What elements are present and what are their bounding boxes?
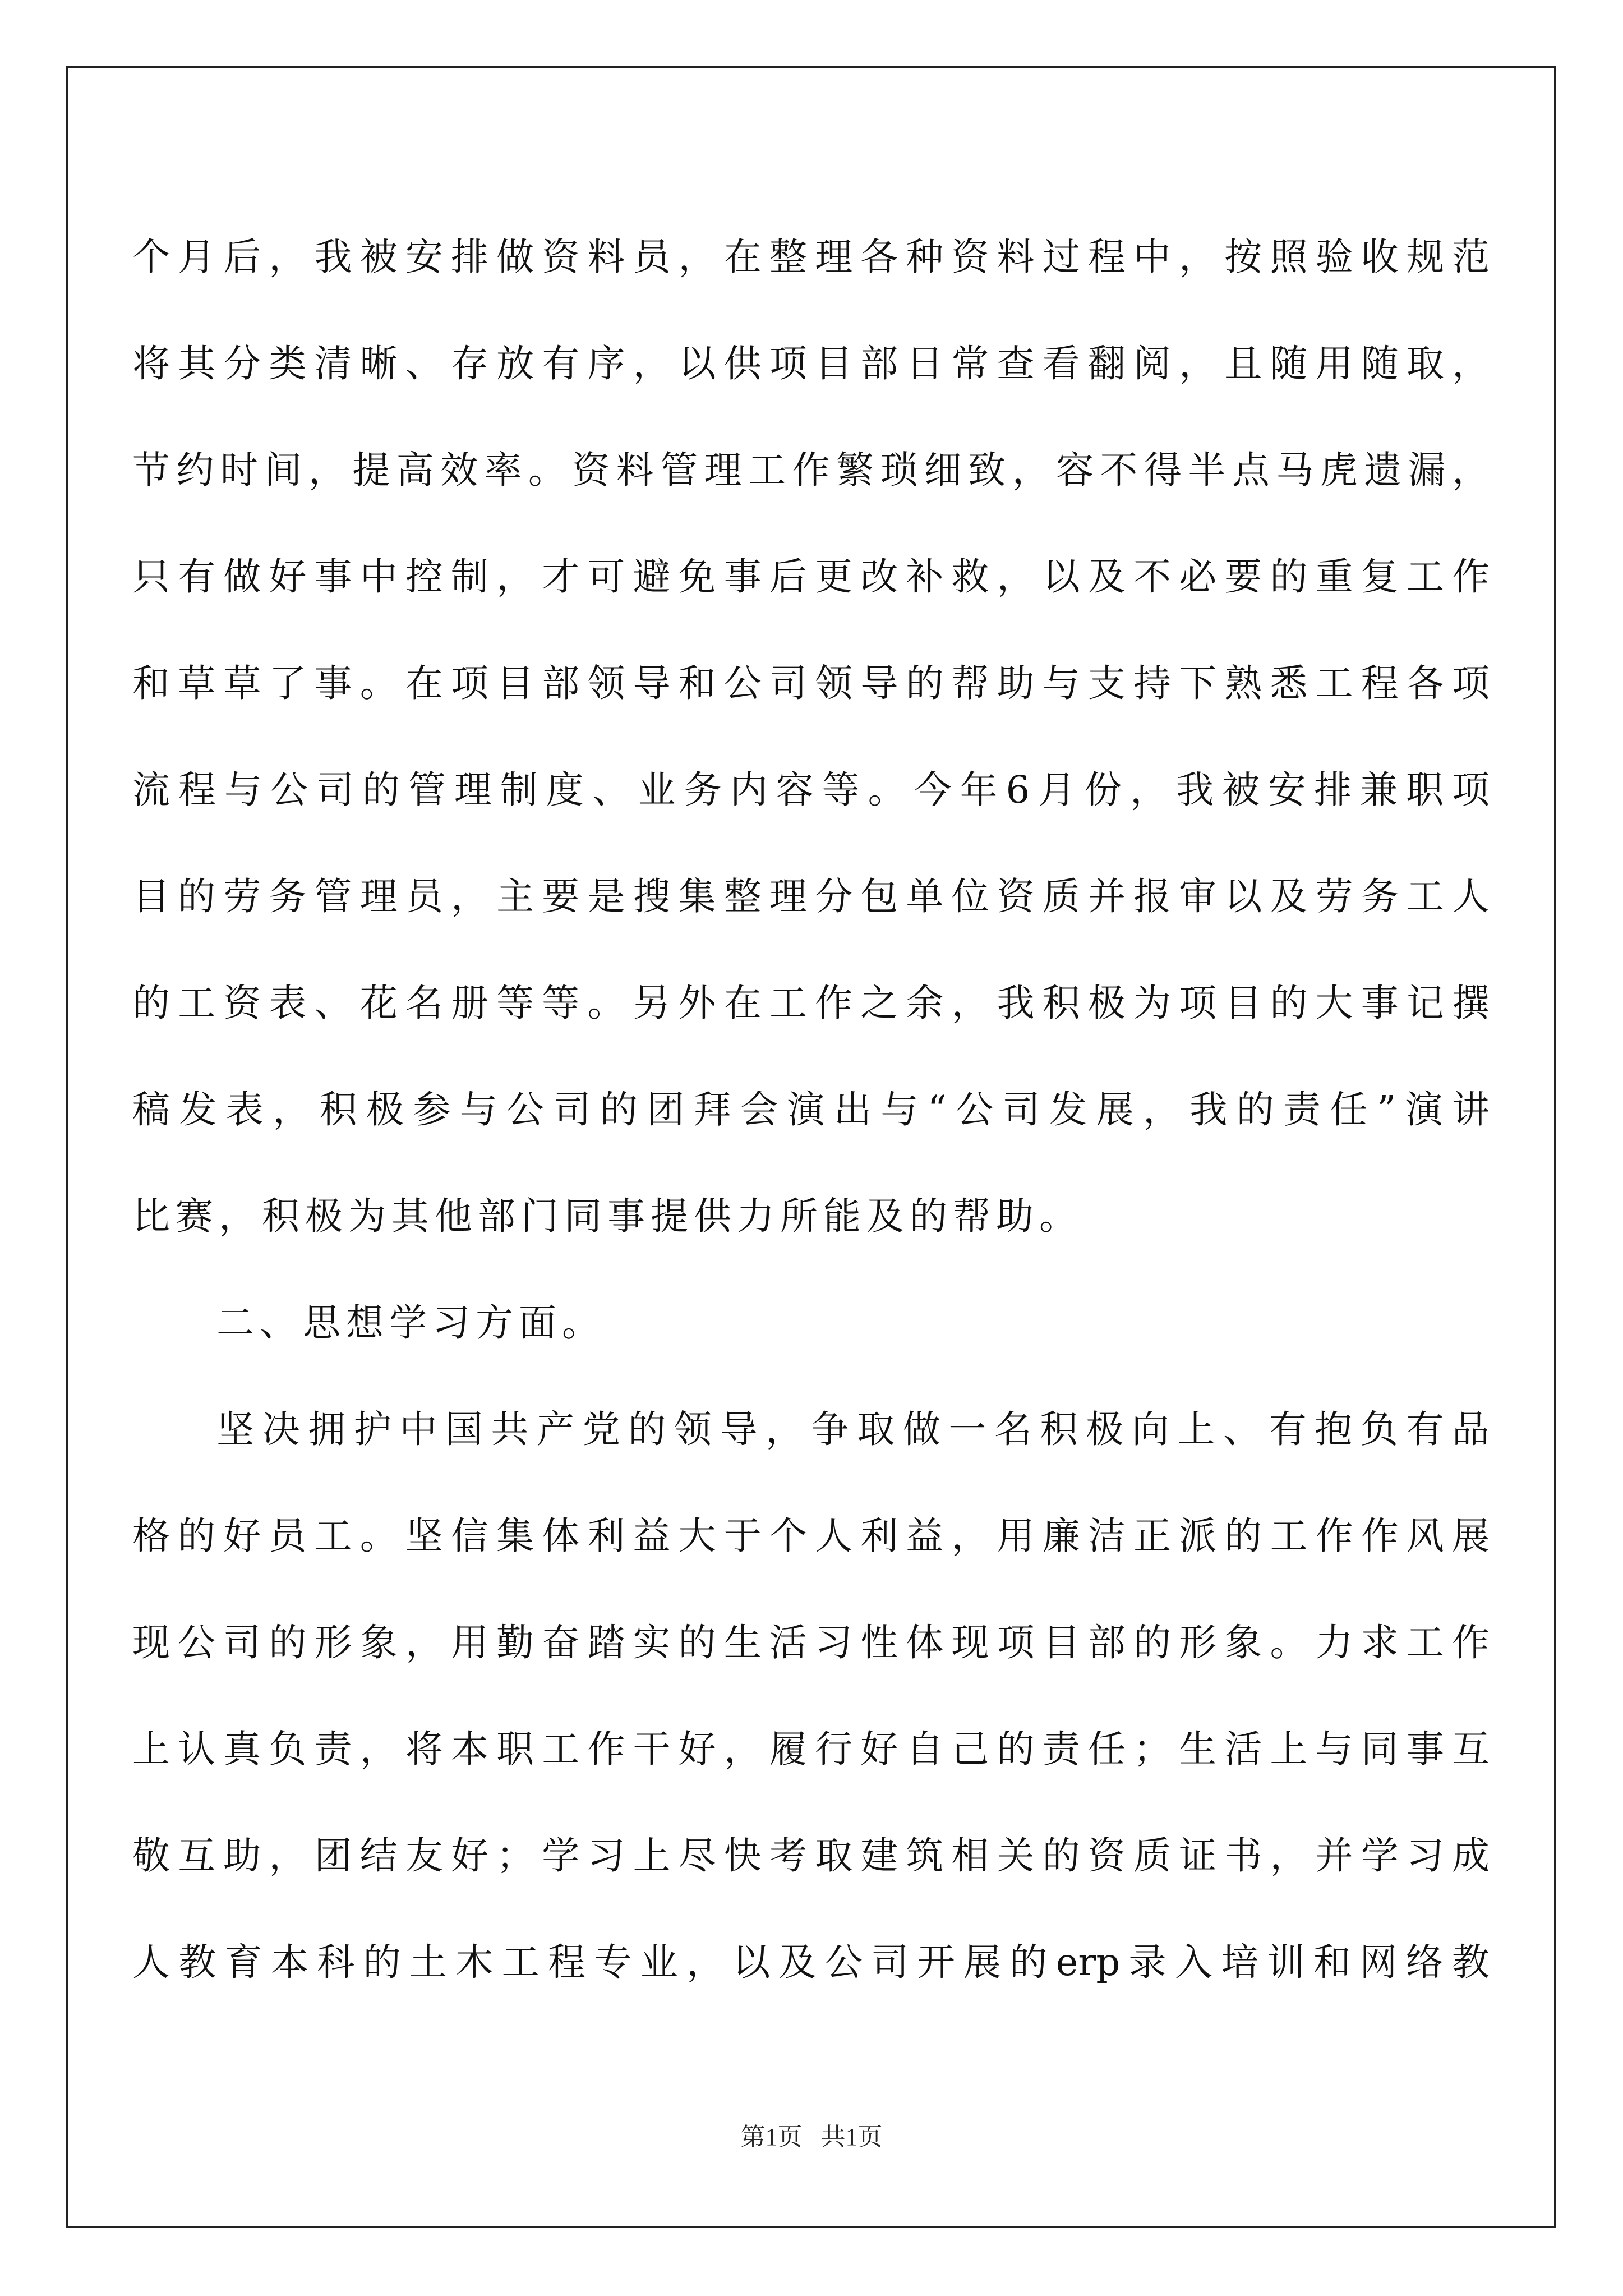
paragraph-line-last: 比赛，积极为其他部门同事提供力所能及的帮助。 [132, 1194, 1082, 1238]
paragraph-line: 格的好员工。坚信集体利益大于个人利益，用廉洁正派的工作作风展 [132, 1514, 1490, 1558]
paragraph-line: 上认真负责，将本职工作干好，履行好自己的责任；生活上与同事互 [132, 1727, 1490, 1771]
paragraph-line: 目的劳务管理员，主要是搜集整理分包单位资质并报审以及劳务工人 [132, 875, 1490, 918]
paragraph-line: 稿发表，积极参与公司的团拜会演出与“公司发展，我的责任”演讲 [132, 1088, 1490, 1131]
paragraph-line: 的工资表、花名册等等。另外在工作之余，我积极为项目的大事记撰 [132, 981, 1490, 1025]
section-heading: 二、思想学习方面。 [216, 1301, 605, 1345]
paragraph-line: 人教育本科的土木工程专业，以及公司开展的erp录入培训和网络教 [132, 1940, 1490, 1984]
paragraph-line-first: 坚决拥护中国共产党的领导，争取做一名积极向上、有抱负有品 [216, 1407, 1490, 1451]
paragraph-line: 将其分类清晰、存放有序，以供项目部日常查看翻阅，且随用随取， [132, 342, 1490, 385]
paragraph-line: 现公司的形象，用勤奋踏实的生活习性体现项目部的形象。力求工作 [132, 1621, 1490, 1664]
paragraph-line: 只有做好事中控制，才可避免事后更改补救，以及不必要的重复工作 [132, 555, 1490, 599]
paragraph-line: 敬互助，团结友好；学习上尽快考取建筑相关的资质证书，并学习成 [132, 1834, 1490, 1878]
paragraph-line: 节约时间，提高效率。资料管理工作繁琐细致，容不得半点马虎遗漏， [132, 448, 1490, 492]
page-border [66, 66, 1556, 2228]
paragraph-line: 个月后，我被安排做资料员，在整理各种资料过程中，按照验收规范 [132, 235, 1490, 279]
page-footer [0, 2123, 1623, 2151]
paragraph-line: 和草草了事。在项目部领导和公司领导的帮助与支持下熟悉工程各项 [132, 661, 1490, 705]
paragraph-line: 流程与公司的管理制度、业务内容等。今年6月份，我被安排兼职项 [132, 768, 1490, 812]
page-total: 共1页 [820, 2123, 883, 2151]
page-number: 第1页 [740, 2123, 803, 2151]
